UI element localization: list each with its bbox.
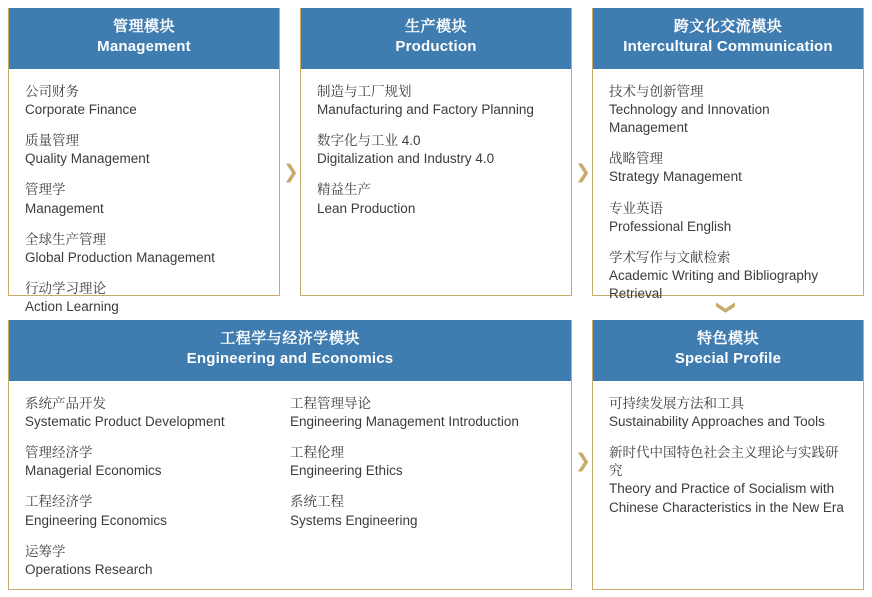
course-name-cn: 行动学习理论 [25, 281, 106, 297]
course-name-en: Systematic Product Development [25, 413, 225, 429]
module-title-en: Management [97, 38, 191, 56]
arrow-right-icon: ❯ [575, 450, 591, 472]
course-item [609, 444, 847, 517]
module-title-en: Intercultural Communication [623, 38, 833, 56]
module-title-en: Special Profile [674, 350, 782, 368]
module-special-profile [592, 320, 864, 590]
course-name-cn: 系统产品开发 [25, 395, 106, 411]
module-body [9, 381, 571, 590]
arrow-right-icon: ❯ [283, 161, 299, 183]
course-item [290, 493, 555, 529]
course-name-en: Corporate Finance [25, 101, 137, 117]
module-title-cn: 跨文化交流模块 [673, 18, 783, 35]
module-title-cn: 生产模块 [404, 18, 467, 35]
course-name-en: Sustainability Approaches and Tools [609, 413, 825, 429]
module-column [317, 83, 555, 218]
module-intercultural-communication [592, 8, 864, 302]
course-name-en: Manufacturing and Factory Planning [317, 101, 534, 117]
course-item [25, 395, 290, 431]
module-column [25, 395, 290, 580]
course-name-cn: 运筹学 [25, 543, 66, 559]
module-engineering-and-economics [8, 320, 572, 590]
module-header [301, 8, 571, 69]
course-name-cn: 技术与创新管理 [609, 83, 704, 99]
course-name-en: Engineering Management Introduction [290, 413, 519, 429]
course-item [25, 543, 290, 579]
course-item [25, 444, 290, 480]
course-name-cn: 数字化与工业 4.0 [317, 132, 421, 148]
course-name-en: Technology and Innovation Management [609, 101, 770, 135]
course-item [609, 249, 847, 304]
course-name-cn: 工程管理导论 [290, 395, 371, 411]
course-name-cn: 制造与工厂规划 [317, 83, 412, 99]
course-name-cn: 战略管理 [609, 151, 663, 167]
course-name-cn: 学术写作与文献检索 [609, 250, 731, 266]
module-column [25, 83, 263, 317]
course-name-cn: 工程经济学 [25, 494, 93, 510]
course-name-en: Theory and Practice of Socialism with Chinese Characteristics in the New Era [609, 481, 844, 515]
arrow-down-icon: ❯ [715, 299, 738, 316]
course-name-cn: 专业英语 [609, 200, 663, 216]
course-name-en: Digitalization and Industry 4.0 [317, 151, 495, 167]
course-name-en: Managerial Economics [25, 463, 162, 479]
course-name-cn: 管理学 [25, 182, 66, 198]
course-item [317, 132, 555, 168]
course-name-cn: 全球生产管理 [25, 231, 106, 247]
course-name-en: Action Learning [25, 299, 119, 315]
course-name-en: Operations Research [25, 562, 153, 578]
module-title-cn: 管理模块 [112, 18, 175, 35]
course-name-en: Strategy Management [609, 169, 742, 185]
course-name-cn: 系统工程 [290, 494, 344, 510]
course-item [25, 181, 263, 217]
course-name-cn: 新时代中国特色社会主义理论与实践研究 [609, 444, 839, 479]
course-name-en: Professional English [609, 218, 732, 234]
module-column [609, 395, 847, 517]
module-header [593, 320, 863, 381]
course-name-en: Systems Engineering [290, 512, 418, 528]
course-name-en: Lean Production [317, 200, 416, 216]
module-column [609, 83, 847, 304]
module-body [593, 69, 863, 314]
arrow-right-icon: ❯ [575, 161, 591, 183]
module-title-cn: 特色模块 [696, 330, 759, 347]
course-name-en: Engineering Ethics [290, 463, 403, 479]
module-column [290, 395, 555, 580]
course-item [290, 444, 555, 480]
course-name-cn: 可持续发展方法和工具 [609, 395, 744, 411]
course-item [609, 395, 847, 431]
course-name-en: Quality Management [25, 151, 150, 167]
course-item [25, 83, 263, 119]
module-title-en: Production [395, 38, 477, 56]
course-name-cn: 精益生产 [317, 182, 371, 198]
module-title-en: Engineering and Economics [186, 350, 394, 368]
module-management [8, 8, 280, 315]
module-header [9, 8, 279, 69]
course-item [317, 181, 555, 217]
module-header [593, 8, 863, 69]
course-item [317, 83, 555, 119]
course-name-cn: 管理经济学 [25, 444, 93, 460]
course-name-en: Management [25, 200, 104, 216]
module-body [9, 69, 279, 327]
module-header [9, 320, 571, 381]
course-name-cn: 质量管理 [25, 132, 79, 148]
module-title-cn: 工程学与经济学模块 [220, 330, 360, 347]
course-item [25, 493, 290, 529]
course-item [290, 395, 555, 431]
module-body [301, 69, 571, 228]
course-item [609, 200, 847, 236]
course-item [25, 280, 263, 316]
module-production [300, 8, 572, 296]
course-name-en: Academic Writing and Bibliography Retrieval [609, 268, 819, 302]
course-item [25, 132, 263, 168]
course-item [609, 150, 847, 186]
course-name-cn: 工程伦理 [290, 444, 344, 460]
module-body [593, 381, 863, 527]
course-name-en: Engineering Economics [25, 512, 167, 528]
course-item [25, 231, 263, 267]
course-name-en: Global Production Management [25, 250, 215, 266]
course-name-cn: 公司财务 [25, 83, 79, 99]
course-item [609, 83, 847, 138]
